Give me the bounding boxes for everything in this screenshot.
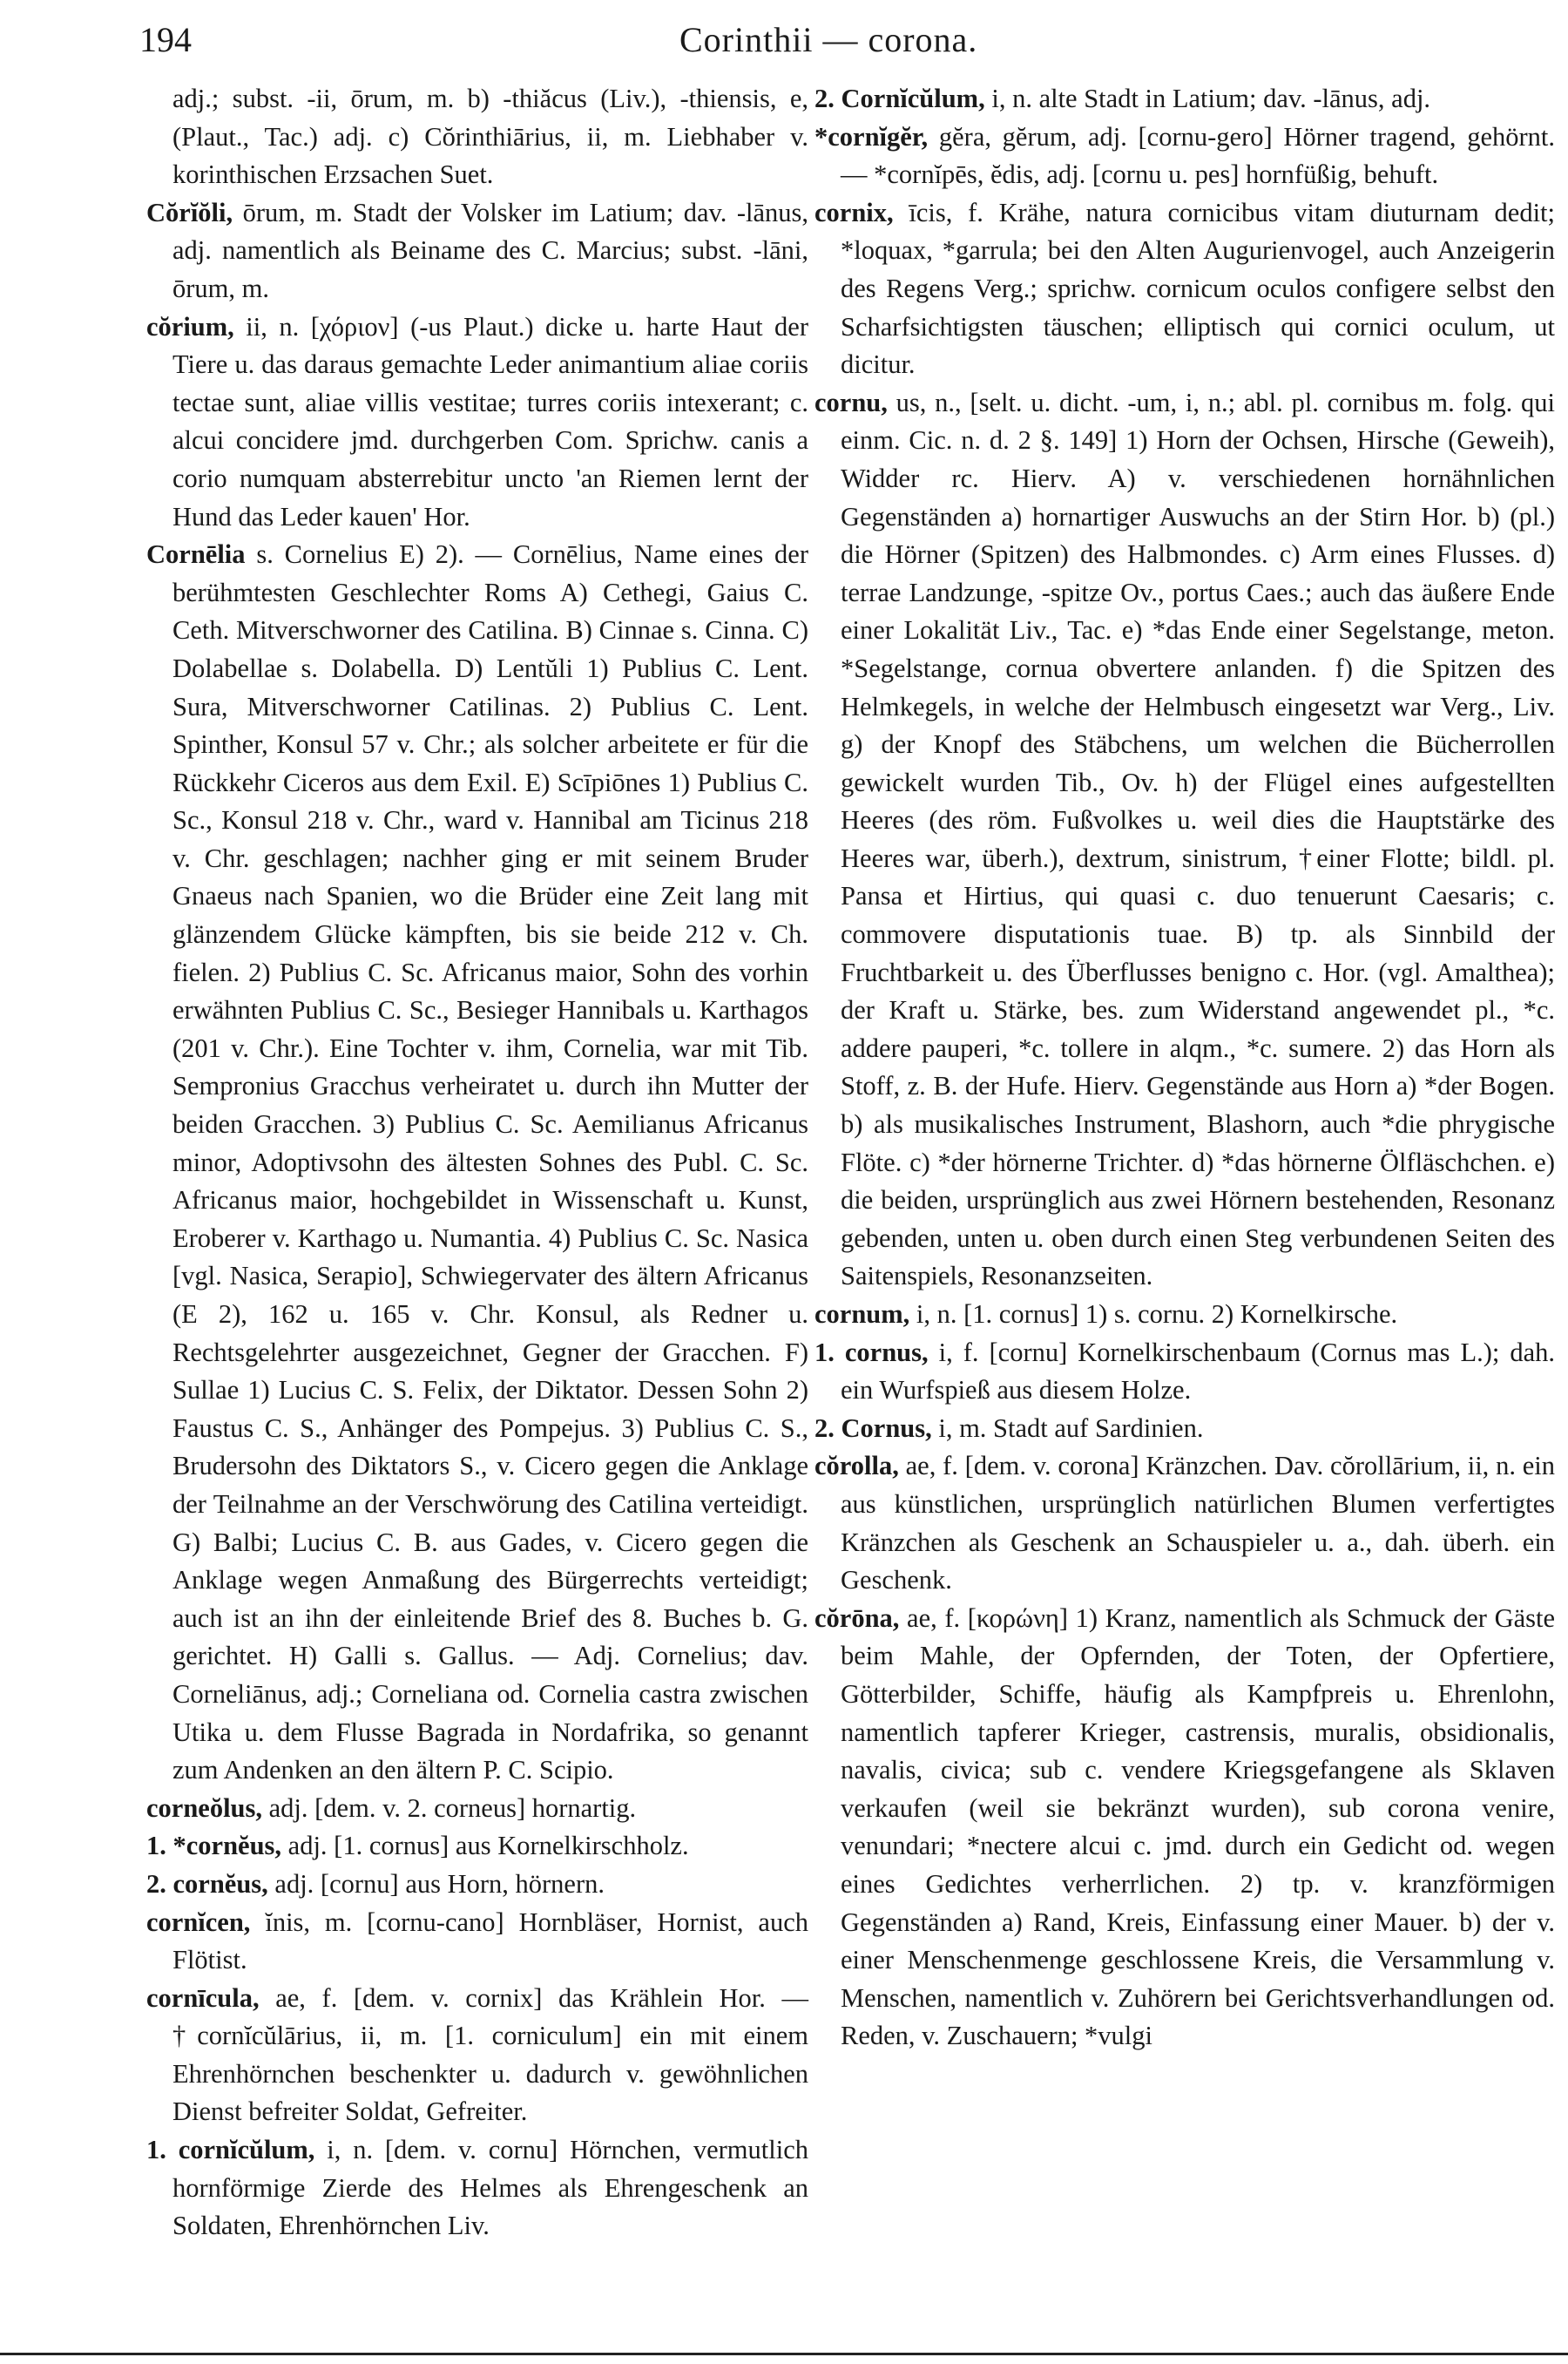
entry-body: ĭnis, m. [cornu-cano] Hornbläser, Hornist, auch Flötist. — [172, 1907, 808, 1975]
left-column — [146, 80, 808, 2245]
headword: 1. cornĭcŭlum, — [146, 2135, 315, 2165]
headword: cornu, — [814, 387, 888, 417]
dictionary-entry — [146, 1866, 808, 1904]
entry-body: adj. [cornu] aus Horn, hörnern. — [274, 1868, 605, 1899]
dictionary-entry — [814, 119, 1555, 194]
entry-body: ii, n. [χόριον] (-us Plaut.) dicke u. harte Haut der Tiere u. das daraus gemachte Leder animantium aliae coriis tectae sunt, aliae villis vestitae; turres coriis intexerant; c. alcui concidere jmd. durchgerben Com. Sprichw. canis a corio numquam absterrebitur uncto 'an Riemen lernt der Hund das Leder kauen' Hor. — [172, 311, 808, 532]
dictionary-entry — [146, 194, 808, 308]
headword: 1. cornus, — [814, 1337, 929, 1367]
headword: cornĭcen, — [146, 1907, 251, 1937]
dictionary-entry — [146, 536, 808, 1790]
page-title: Corinthii — corona. — [679, 20, 978, 59]
page-number: 194 — [139, 20, 192, 59]
headword: cornum, — [814, 1299, 910, 1329]
headword: cornīcula, — [146, 1982, 260, 2013]
dictionary-entry — [146, 308, 808, 537]
dictionary-entry — [814, 384, 1555, 1296]
entry-body: i, n. alte Stadt in Latium; dav. -lānus, adj. — [991, 84, 1431, 113]
entry-body: ae, f. [dem. v. cornix] das Krählein Hor. — †cornĭcŭlārius, ii, m. [1. corniculum] ein mit einem Ehrenhörnchen beschenkter u. dadurch v. gewöhnlichen Dienst befreiter Soldat, Gefreiter. — [172, 1982, 809, 2127]
dictionary-entry — [814, 1447, 1555, 1599]
dictionary-entry — [814, 1334, 1555, 1410]
entry-body: s. Cornelius E) 2). — Cornēlius, Name eines der berühmtesten Geschlechter Roms A) Cethegi, Gaius C. Ceth. Mitverschworner des Catilina. B) Cinnae s. Cinna. C) Dolabellae s. Dolabella. D) Lentŭli 1) Publius C. Lent. Sura, Mitverschworner Catilinas. 2) Publius C. Lent. Spinther, Konsul 57 v. Chr.; als solcher arbeitete er für die Rückkehr Ciceros aus dem Exil. E) Scīpiōnes 1) Publius C. Sc., Konsul 218 v. Chr., ward v. Hannibal am Ticinus 218 v. Chr. geschlagen; nachher ging er mit seinem Bruder Gnaeus nach Spanien, wo die Brüder eine Zeit lang mit glänzendem Glücke kämpften, bis sie beide 212 v. Ch. fielen. 2) Publius C. Sc. Africanus maior, Sohn des vorhin erwähnten Publius C. Sc., Besieger Hannibals u. Karthagos (201 v. Chr.). Eine Tochter v. ihm, Cornelia, war mit Tib. Sempronius Gracchus verheiratet u. durch ihn Mutter der beiden Gracchen. 3) Publius C. Sc. Aemilianus Africanus minor, Adoptivsohn des ältesten Sohnes des Publ. C. Sc. Africanus maior, hochgebildet in Wissenschaft u. Kunst, Eroberer v. Karthago u. Numantia. 4) Publius C. Sc. Nasica [vgl. Nasica, Serapio], Schwiegervater des ältern Africanus (E 2), 162 u. 165 v. Chr. Konsul, als Redner u. Rechtsgelehrter ausgezeichnet, Gegner der Gracchen. F) Sullae 1) Lucius C. S. Felix, der Diktator. Dessen Sohn 2) Faustus C. S., Anhänger des Pompejus. 3) Publius C. S., Brudersohn des Diktators S., v. Cicero gegen die Anklage der Teilnahme an der Verschwörung des Catilina verteidigt. G) Balbi; Lucius C. B. aus Gades, v. Cicero gegen die Anklage wegen Anmaßung des Bürgerrechts verteidigt; auch ist an ihn der einleitende Brief des 8. Buches b. G. gerichtet. H) Galli s. Gallus. — Adj. Cornelius; dav. Corneliānus, adj.; Corneliana od. Cornelia castra zwischen Utika u. dem Flusse Bagrada in Nordafrika, so genannt zum Andenken an den ältern P. C. Scipio. — [172, 539, 808, 1785]
headword: Cŏrĭŏli, — [146, 197, 233, 227]
dictionary-entry — [814, 1410, 1555, 1448]
entry-body: ae, f. [κορώνη] 1) Kranz, namentlich als Schmuck der Gäste beim Mahle, der Opfernden, der Toten, der Opfertiere, Götterbilder, Schiffe, häufig als Kampfpreis u. Ehrenlohn, namentlich tapferer Krieger, castrensis, muralis, obsidionalis, navalis, civica; sub c. vendere Kriegsgefangene als Sklaven verkaufen (weil sie bekränzt wurden), sub corona venire, venundari; *nectere alcui c. jmd. durch ein Gedicht od. wegen eines Gedichtes verherrlichen. 2) tp. v. kranzförmigen Gegenständen a) Rand, Kreis, Einfassung einer Mauer. b) der v. einer Menschenmenge geschlossene Kreis, die Versammlung v. Menschen, namentlich v. Zuhörern bei Gerichtsverhandlungen od. Reden, v. Zuschauern; *vulgi — [841, 1602, 1556, 2051]
headword: 2. cornĕus, — [146, 1868, 268, 1899]
entry-body: i, f. [cornu] Kornelkirschenbaum (Cornus mas L.); dah. ein Wurfspieß aus diesem Holze. — [841, 1337, 1555, 1406]
entry-body: gĕra, gĕrum, adj. [cornu-gero] Hörner tragend, gehörnt. — *cornĭpēs, ĕdis, adj. [cornu u. pes] hornfüßig, behuft. — [841, 121, 1555, 190]
dictionary-entry — [146, 1827, 808, 1866]
bottom-rule — [0, 2353, 1568, 2355]
entry-body: īcis, f. Krähe, natura cornicibus vitam diuturnam dedit; *loquax, *garrula; bei den Alten Augurienvogel, auch Anzeigerin des Regens Verg.; sprichw. cornicum oculos configere selbst den Scharfsichtigsten täuschen; elliptisch qui cornici oculum, ut dicitur. — [841, 197, 1556, 380]
dictionary-entry — [146, 2131, 808, 2245]
headword: 2. Cornus, — [814, 1412, 932, 1443]
headword: 2. Cornĭcŭlum, — [814, 84, 985, 113]
entry-body: adj.; subst. -ii, ōrum, m. b) -thiăcus (Liv.), -thiensis, e, (Plaut., Tac.) adj. c) Cŏrinthiārius, ii, m. Liebhaber v. korinthischen Erzsachen Suet. — [172, 84, 808, 190]
dictionary-entry — [146, 1980, 808, 2131]
headword: cŏrōna, — [814, 1602, 900, 1633]
dictionary-entry — [814, 80, 1555, 119]
entry-body: i, n. [dem. v. cornu] Hörnchen, vermutlich hornförmige Zierde des Helmes als Ehrengeschenk an Soldaten, Ehrenhörnchen Liv. — [172, 2135, 808, 2241]
entry-body: i, n. [1. cornus] 1) s. cornu. 2) Kornelkirsche. — [916, 1299, 1398, 1329]
right-column — [814, 80, 1555, 2056]
entry-body: adj. [dem. v. 2. corneus] hornartig. — [268, 1792, 637, 1823]
entry-body: i, m. Stadt auf Sardinien. — [938, 1412, 1204, 1443]
dictionary-entry — [814, 1296, 1555, 1334]
headword: corneŏlus, — [146, 1792, 263, 1823]
headword: 1. *cornĕus, — [146, 1831, 282, 1861]
page-header — [139, 19, 1533, 68]
dictionary-entry — [814, 194, 1555, 384]
headword: cornix, — [814, 197, 894, 227]
entry-body: ōrum, m. Stadt der Volsker im Latium; dav. -lānus, adj. namentlich als Beiname des C. Marcius; subst. -lāni, ōrum, m. — [172, 197, 808, 303]
dictionary-entry — [146, 1790, 808, 1828]
headword: Cornēlia — [146, 539, 246, 570]
headword: cŏrium, — [146, 311, 234, 342]
headword: cŏrolla, — [814, 1451, 899, 1481]
dictionary-entry — [146, 1904, 808, 1980]
entry-body: us, n., [selt. u. dicht. -um, i, n.; abl. pl. cornibus m. folg. qui einm. Cic. n. d. 2 §. 149] 1) Horn der Ochsen, Hirsche (Geweih), Widder rc. Hierv. A) v. verschiedenen hornähnlichen Gegenständen a) hornartiger Auswuchs an der Stirn Hor. b) (pl.) die Hörner (Spitzen) des Halbmondes. c) Arm eines Flusses. d) terrae Landzunge, -spitze Ov., portus Caes.; auch das äußere Ende einer Lokalität Liv., Tac. e) *das Ende einer Segelstange, meton. *Segelstange, cornua obvertere anlanden. f) die Spitzen des Helmkegels, in welche der Helmbusch eingesetzt war Verg., Liv. g) der Knopf des Stäbchens, um welchen die Bücherrollen gewickelt wurden Tib., Ov. h) der Flügel eines aufgestellten Heeres (des röm. Fußvolkes u. weil dies die Hauptstärke des Heeres war, überh.), dextrum, sinistrum, †einer Flotte; bildl. pl. Pansa et Hirtius, qui quasi c. duo tenuerunt Caesaris; c. commovere disputationis tuae. B) tp. als Sinnbild der Fruchtbarkeit u. des Überflusses benigno c. Hor. (vgl. Amalthea); der Kraft u. Stärke, bes. zum Widerstand angewendet pl., *c. addere pauperi, *c. tollere in alqm., *c. sumere. 2) das Horn als Stoff, z. B. der Hufe. Hierv. Gegenstände aus Horn a) *der Bogen. b) als musikalisches Instrument, Blashorn, auch *die phrygische Flöte. c) *der hörnerne Trichter. d) *das hörnerne Ölfläschchen. e) die beiden, ursprünglich aus zwei Hörnern bestehenden, Resonanz gebenden, unten u. oben durch einen Steg verbundenen Seiten des Saitenspiels, Resonanzseiten. — [841, 387, 1555, 1291]
dictionary-entry — [814, 1600, 1555, 2056]
entry-body: ae, f. [dem. v. corona] Kränzchen. Dav. cŏrollārium, ii, n. ein aus künstlichen, ursprünglich natürlichen Blumen verfertigtes Kränzchen als Geschenk an Schauspieler u. a., dah. überh. ein Geschenk. — [841, 1451, 1556, 1595]
dictionary-entry — [146, 80, 808, 194]
entry-body: adj. [1. cornus] aus Kornelkirschholz. — [287, 1831, 689, 1861]
headword: *cornĭgĕr, — [814, 121, 929, 152]
